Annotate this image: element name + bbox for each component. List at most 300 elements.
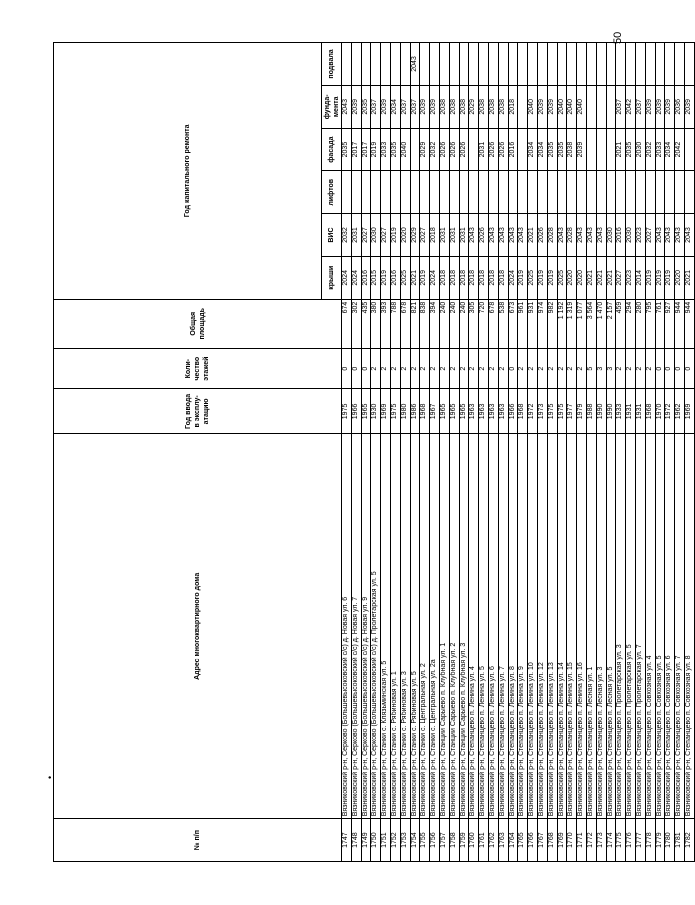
cell-basement — [557, 43, 567, 86]
cell-area: 294 — [626, 299, 636, 348]
cell-address: Вязниковский р-н, Серково (Большевысоковский с/с) д. Новая ул. 9 — [361, 434, 371, 819]
cell-roof: 2020 — [567, 256, 577, 299]
cell-num: 1773 — [596, 819, 606, 862]
cell-foundation: 2037 — [635, 85, 645, 128]
cell-address: Вязниковский р-н, Степанцево п. Ленина ул. 6 — [488, 434, 498, 819]
table-row — [616, 43, 626, 862]
cell-roof: 2024 — [508, 256, 518, 299]
cell-area: 678 — [400, 299, 410, 348]
cell-lift — [381, 171, 391, 214]
cell-address: Вязниковский р-н, Степанцево п. Совхозная ул. 8 — [684, 434, 694, 819]
cell-lift — [655, 171, 665, 214]
cell-num: 1765 — [518, 819, 528, 862]
cell-area: 2 157 — [606, 299, 616, 348]
cell-vis: 2043 — [469, 214, 479, 257]
cell-area: 3 564 — [586, 299, 596, 348]
cell-roof: 2018 — [449, 256, 459, 299]
cell-area: 280 — [635, 299, 645, 348]
cell-roof: 2019 — [518, 256, 528, 299]
cell-num: 1782 — [684, 819, 694, 862]
cell-roof: 2025 — [557, 256, 567, 299]
cell-year: 1988 — [586, 389, 596, 434]
cell-num: 1753 — [400, 819, 410, 862]
cell-foundation: 2040 — [567, 85, 577, 128]
table-row — [577, 43, 587, 862]
cell-roof: 2018 — [479, 256, 489, 299]
header-address: Адрес многоквартирного дома — [54, 434, 342, 819]
table-row — [557, 43, 567, 862]
cell-basement — [449, 43, 459, 86]
cell-floors: 2 — [469, 348, 479, 389]
cell-basement — [488, 43, 498, 86]
cell-area: 1 470 — [596, 299, 606, 348]
cell-area: 931 — [528, 299, 538, 348]
cell-facade — [586, 128, 596, 171]
cell-facade: 2031 — [479, 128, 489, 171]
cell-roof: 2019 — [420, 256, 430, 299]
cell-year: 1965 — [439, 389, 449, 434]
cell-lift — [420, 171, 430, 214]
cell-foundation: 2039 — [351, 85, 361, 128]
table-row — [420, 43, 430, 862]
repair-schedule-table — [53, 42, 695, 862]
cell-year: 1990 — [596, 389, 606, 434]
cell-lift — [675, 171, 685, 214]
cell-lift — [596, 171, 606, 214]
cell-floors: 0 — [665, 348, 675, 389]
cell-year: 1965 — [459, 389, 469, 434]
cell-basement — [498, 43, 508, 86]
table-row — [381, 43, 391, 862]
cell-year: 1979 — [577, 389, 587, 434]
table-row — [498, 43, 508, 862]
cell-area: 240 — [459, 299, 469, 348]
cell-address: Вязниковский р-н, Степанцево п. Совхозная ул. 4 — [645, 434, 655, 819]
cell-address: Вязниковский р-н, Степанцево п. Ленина ул. 14 — [557, 434, 567, 819]
cell-address: Вязниковский р-н, Станки с. Клязьминская ул. 5 — [381, 434, 391, 819]
cell-address: Вязниковский р-н, Степанцево п. Пролетарская ул. 5 — [626, 434, 636, 819]
cell-vis: 2043 — [557, 214, 567, 257]
cell-vis: 2043 — [498, 214, 508, 257]
cell-vis: 2043 — [596, 214, 606, 257]
cell-roof: 2018 — [469, 256, 479, 299]
cell-address: Вязниковский р-н, Станки с. Центральная ул. 2а — [430, 434, 440, 819]
cell-lift — [459, 171, 469, 214]
cell-foundation: 2029 — [469, 85, 479, 128]
cell-roof: 2021 — [410, 256, 420, 299]
table-row — [675, 43, 685, 862]
cell-facade: 2033 — [655, 128, 665, 171]
cell-basement — [547, 43, 557, 86]
cell-num: 1768 — [547, 819, 557, 862]
cell-address: Вязниковский р-н, Степанцево п. Ленина ул. 13 — [547, 434, 557, 819]
cell-basement — [469, 43, 479, 86]
header-year: Год ввода в эксплу-атацию — [54, 389, 342, 434]
cell-foundation: 2040 — [557, 85, 567, 128]
cell-vis: 2023 — [635, 214, 645, 257]
header-basement: подвала — [322, 43, 342, 86]
cell-year: 1969 — [684, 389, 694, 434]
cell-lift — [479, 171, 489, 214]
cell-basement — [537, 43, 547, 86]
cell-floors: 3 — [606, 348, 616, 389]
cell-foundation: 2039 — [420, 85, 430, 128]
cell-facade: 2032 — [430, 128, 440, 171]
cell-year: 1930 — [371, 389, 381, 434]
cell-address: Вязниковский р-н, Серково (Большевысоковский с/с) д. Новая ул. 6 — [342, 434, 352, 819]
cell-year: 1973 — [537, 389, 547, 434]
cell-foundation: 2043 — [342, 85, 352, 128]
cell-vis: 2027 — [645, 214, 655, 257]
cell-year: 1977 — [567, 389, 577, 434]
cell-year: 1968 — [518, 389, 528, 434]
cell-floors: 2 — [430, 348, 440, 389]
cell-num: 1771 — [577, 819, 587, 862]
cell-vis: 2043 — [665, 214, 675, 257]
cell-facade: 2035 — [557, 128, 567, 171]
cell-facade: 2039 — [577, 128, 587, 171]
cell-vis: 2016 — [616, 214, 626, 257]
cell-foundation: 2036 — [675, 85, 685, 128]
table-row — [449, 43, 459, 862]
cell-vis: 2026 — [537, 214, 547, 257]
header-foundation: фунда-мента — [322, 85, 342, 128]
cell-foundation — [518, 85, 528, 128]
cell-floors: 2 — [459, 348, 469, 389]
cell-num: 1755 — [420, 819, 430, 862]
cell-vis: 2018 — [430, 214, 440, 257]
cell-floors: 2 — [498, 348, 508, 389]
table-row — [400, 43, 410, 862]
cell-vis: 2032 — [342, 214, 352, 257]
cell-vis: 2029 — [410, 214, 420, 257]
cell-facade: 2026 — [459, 128, 469, 171]
cell-area: 944 — [684, 299, 694, 348]
cell-roof: 2015 — [371, 256, 381, 299]
cell-facade — [410, 128, 420, 171]
header-repair-group: Год капитального ремонта — [54, 43, 322, 300]
cell-basement — [508, 43, 518, 86]
cell-basement — [645, 43, 655, 86]
cell-num: 1748 — [351, 819, 361, 862]
cell-roof: 2019 — [547, 256, 557, 299]
cell-vis: 2028 — [547, 214, 557, 257]
cell-area: 1 192 — [557, 299, 567, 348]
cell-basement — [635, 43, 645, 86]
cell-roof: 2021 — [596, 256, 606, 299]
table-row — [626, 43, 636, 862]
cell-facade: 2017 — [351, 128, 361, 171]
cell-basement — [675, 43, 685, 86]
cell-vis: 2030 — [606, 214, 616, 257]
cell-lift — [635, 171, 645, 214]
cell-floors: 2 — [449, 348, 459, 389]
cell-vis: 2043 — [488, 214, 498, 257]
cell-num: 1759 — [459, 819, 469, 862]
cell-facade: 2034 — [537, 128, 547, 171]
cell-num: 1760 — [469, 819, 479, 862]
table-row — [518, 43, 528, 862]
cell-lift — [390, 171, 400, 214]
cell-floors: 0 — [508, 348, 518, 389]
table-row — [508, 43, 518, 862]
cell-floors: 2 — [635, 348, 645, 389]
table-row — [684, 43, 694, 862]
table-row — [537, 43, 547, 862]
cell-basement — [400, 43, 410, 86]
cell-area: 394 — [430, 299, 440, 348]
cell-foundation — [586, 85, 596, 128]
cell-floors: 3 — [596, 348, 606, 389]
cell-num: 1770 — [567, 819, 577, 862]
cell-address: Вязниковский р-н, Степанцево п. Пролетарская ул. 3 — [616, 434, 626, 819]
cell-floors: 2 — [420, 348, 430, 389]
cell-year: 1963 — [488, 389, 498, 434]
cell-year: 1966 — [508, 389, 518, 434]
cell-address: Вязниковский р-н, Станции Сарыево п. Клубная ул. 3 — [459, 434, 469, 819]
cell-foundation: 2039 — [381, 85, 391, 128]
cell-vis: 2026 — [479, 214, 489, 257]
cell-vis: 2031 — [449, 214, 459, 257]
cell-address: Вязниковский р-н, Степанцево п. Лесная ул. 1 — [586, 434, 596, 819]
cell-vis: 2019 — [390, 214, 400, 257]
cell-lift — [410, 171, 420, 214]
cell-area: 459 — [616, 299, 626, 348]
cell-area: 821 — [410, 299, 420, 348]
cell-num: 1749 — [361, 819, 371, 862]
cell-vis: 2020 — [400, 214, 410, 257]
cell-lift — [557, 171, 567, 214]
cell-vis: 2031 — [459, 214, 469, 257]
header-facade: фасада — [322, 128, 342, 171]
cell-num: 1781 — [675, 819, 685, 862]
cell-roof: 2018 — [498, 256, 508, 299]
header-area: Общая площадь — [54, 299, 342, 348]
rotated-table-container — [45, 42, 692, 862]
cell-facade: 2033 — [381, 128, 391, 171]
cell-address: Вязниковский р-н, Степанцево п. Ленина ул. 5 — [479, 434, 489, 819]
cell-year: 1965 — [361, 389, 371, 434]
header-num: № п/п — [54, 819, 342, 862]
cell-floors: 2 — [488, 348, 498, 389]
cell-address: Вязниковский р-н, Серково (Большевысоковский с/с) д. Пролетарская ул. 5 — [371, 434, 381, 819]
cell-floors: 2 — [567, 348, 577, 389]
cell-year: 1931 — [626, 389, 636, 434]
cell-basement — [351, 43, 361, 86]
cell-address: Вязниковский р-н, Степанцево п. Ленина ул. 12 — [537, 434, 547, 819]
cell-floors: 2 — [547, 348, 557, 389]
cell-foundation: 2040 — [577, 85, 587, 128]
cell-foundation: 2038 — [479, 85, 489, 128]
cell-address: Вязниковский р-н, Степанцево п. Совхозная ул. 6 — [665, 434, 675, 819]
table-row — [655, 43, 665, 862]
cell-vis: 2043 — [577, 214, 587, 257]
cell-roof: 2025 — [528, 256, 538, 299]
cell-num: 1752 — [390, 819, 400, 862]
cell-address: Вязниковский р-н, Степанцево п. Лесная ул. 3 — [596, 434, 606, 819]
cell-roof: 2019 — [665, 256, 675, 299]
table-row — [586, 43, 596, 862]
cell-area: 838 — [420, 299, 430, 348]
cell-floors: 2 — [479, 348, 489, 389]
cell-floors: 2 — [410, 348, 420, 389]
table-row — [528, 43, 538, 862]
table-row — [547, 43, 557, 862]
cell-foundation: 2037 — [371, 85, 381, 128]
cell-area: 761 — [655, 299, 665, 348]
cell-lift — [508, 171, 518, 214]
cell-roof: 2021 — [586, 256, 596, 299]
cell-floors: 5 — [586, 348, 596, 389]
cell-facade: 2026 — [488, 128, 498, 171]
table-row — [371, 43, 381, 862]
cell-foundation — [596, 85, 606, 128]
cell-basement — [655, 43, 665, 86]
cell-address: Вязниковский р-н, Станки с. Центральная ул. 2 — [420, 434, 430, 819]
cell-lift — [430, 171, 440, 214]
cell-address: Вязниковский р-н, Степанцево п. Ленина ул. 7 — [498, 434, 508, 819]
cell-num: 1766 — [528, 819, 538, 862]
cell-address: Вязниковский р-н, Станки с. Рябиновая ул. 1 — [390, 434, 400, 819]
cell-num: 1758 — [449, 819, 459, 862]
cell-year: 1968 — [645, 389, 655, 434]
cell-basement — [342, 43, 352, 86]
cell-facade: 2040 — [400, 128, 410, 171]
cell-num: 1776 — [626, 819, 636, 862]
cell-floors: 0 — [655, 348, 665, 389]
cell-foundation: 2039 — [665, 85, 675, 128]
cell-floors: 2 — [400, 348, 410, 389]
cell-vis: 2031 — [351, 214, 361, 257]
cell-basement — [479, 43, 489, 86]
cell-year: 1970 — [655, 389, 665, 434]
cell-facade: 2034 — [528, 128, 538, 171]
cell-year: 1972 — [665, 389, 675, 434]
cell-year: 1931 — [635, 389, 645, 434]
cell-floors: 0 — [361, 348, 371, 389]
cell-year: 1933 — [616, 389, 626, 434]
table-row — [479, 43, 489, 862]
cell-lift — [577, 171, 587, 214]
cell-year: 1963 — [498, 389, 508, 434]
cell-lift — [645, 171, 655, 214]
cell-area: 673 — [508, 299, 518, 348]
cell-basement — [390, 43, 400, 86]
cell-roof: 2018 — [488, 256, 498, 299]
cell-foundation — [606, 85, 616, 128]
cell-basement — [420, 43, 430, 86]
page-number: 50 — [612, 31, 624, 44]
cell-basement — [361, 43, 371, 86]
cell-facade: 2026 — [449, 128, 459, 171]
cell-area: 435 — [361, 299, 371, 348]
cell-basement — [665, 43, 675, 86]
cell-year: 1967 — [430, 389, 440, 434]
cell-foundation: 2039 — [430, 85, 440, 128]
cell-vis: 2031 — [439, 214, 449, 257]
cell-year: 1986 — [410, 389, 420, 434]
cell-floors: 2 — [439, 348, 449, 389]
cell-address: Вязниковский р-н, Степанцево п. Ленина ул. 8 — [508, 434, 518, 819]
cell-facade — [469, 128, 479, 171]
cell-address: Вязниковский р-н, Степанцево п. Пролетарская ул. 7 — [635, 434, 645, 819]
cell-foundation: 2039 — [684, 85, 694, 128]
cell-address: Вязниковский р-н, Степанцево п. Ленина ул. 16 — [577, 434, 587, 819]
cell-facade: 2035 — [390, 128, 400, 171]
table-row — [469, 43, 479, 862]
cell-num: 1778 — [645, 819, 655, 862]
cell-area: 927 — [665, 299, 675, 348]
cell-facade: 2029 — [420, 128, 430, 171]
cell-area: 240 — [439, 299, 449, 348]
table-row — [665, 43, 675, 862]
marker-dot: • — [45, 775, 55, 779]
table-row — [390, 43, 400, 862]
table-row — [459, 43, 469, 862]
cell-year: 1968 — [420, 389, 430, 434]
cell-foundation: 2038 — [439, 85, 449, 128]
cell-address: Вязниковский р-н, Степанцево п. Ленина ул. 15 — [567, 434, 577, 819]
cell-num: 1756 — [430, 819, 440, 862]
table-row — [439, 43, 449, 862]
cell-facade: 2038 — [567, 128, 577, 171]
cell-foundation: 2035 — [361, 85, 371, 128]
cell-foundation: 2018 — [508, 85, 518, 128]
cell-lift — [665, 171, 675, 214]
cell-basement: 2043 — [410, 43, 420, 86]
cell-vis: 2030 — [371, 214, 381, 257]
cell-num: 1772 — [586, 819, 596, 862]
cell-floors: 0 — [675, 348, 685, 389]
table-row — [430, 43, 440, 862]
cell-foundation: 2039 — [547, 85, 557, 128]
cell-roof: 2019 — [381, 256, 391, 299]
cell-lift — [684, 171, 694, 214]
cell-num: 1774 — [606, 819, 616, 862]
cell-num: 1777 — [635, 819, 645, 862]
cell-area: 240 — [449, 299, 459, 348]
cell-roof: 2019 — [537, 256, 547, 299]
cell-year: 1975 — [547, 389, 557, 434]
cell-basement — [596, 43, 606, 86]
table-row — [635, 43, 645, 862]
cell-basement — [439, 43, 449, 86]
cell-num: 1780 — [665, 819, 675, 862]
cell-basement — [616, 43, 626, 86]
table-row — [596, 43, 606, 862]
cell-vis: 2043 — [655, 214, 665, 257]
cell-facade — [518, 128, 528, 171]
cell-num: 1757 — [439, 819, 449, 862]
cell-facade: 2026 — [498, 128, 508, 171]
cell-lift — [626, 171, 636, 214]
cell-year: 1969 — [381, 389, 391, 434]
cell-basement — [577, 43, 587, 86]
cell-foundation: 2039 — [537, 85, 547, 128]
cell-num: 1747 — [342, 819, 352, 862]
cell-lift — [488, 171, 498, 214]
cell-address: Вязниковский р-н, Станции Сарыево п. Клубная ул. 2 — [449, 434, 459, 819]
cell-floors: 2 — [518, 348, 528, 389]
cell-address: Вязниковский р-н, Степанцево п. Ленина ул. 10 — [528, 434, 538, 819]
cell-roof: 2019 — [655, 256, 665, 299]
cell-facade: 2035 — [342, 128, 352, 171]
cell-address: Вязниковский р-н, Станки с. Рябиновая ул. 5 — [410, 434, 420, 819]
cell-floors: 0 — [684, 348, 694, 389]
cell-address: Вязниковский р-н, Степанцево п. Ленина ул. 4 — [469, 434, 479, 819]
cell-roof: 2016 — [390, 256, 400, 299]
cell-facade: 2035 — [547, 128, 557, 171]
